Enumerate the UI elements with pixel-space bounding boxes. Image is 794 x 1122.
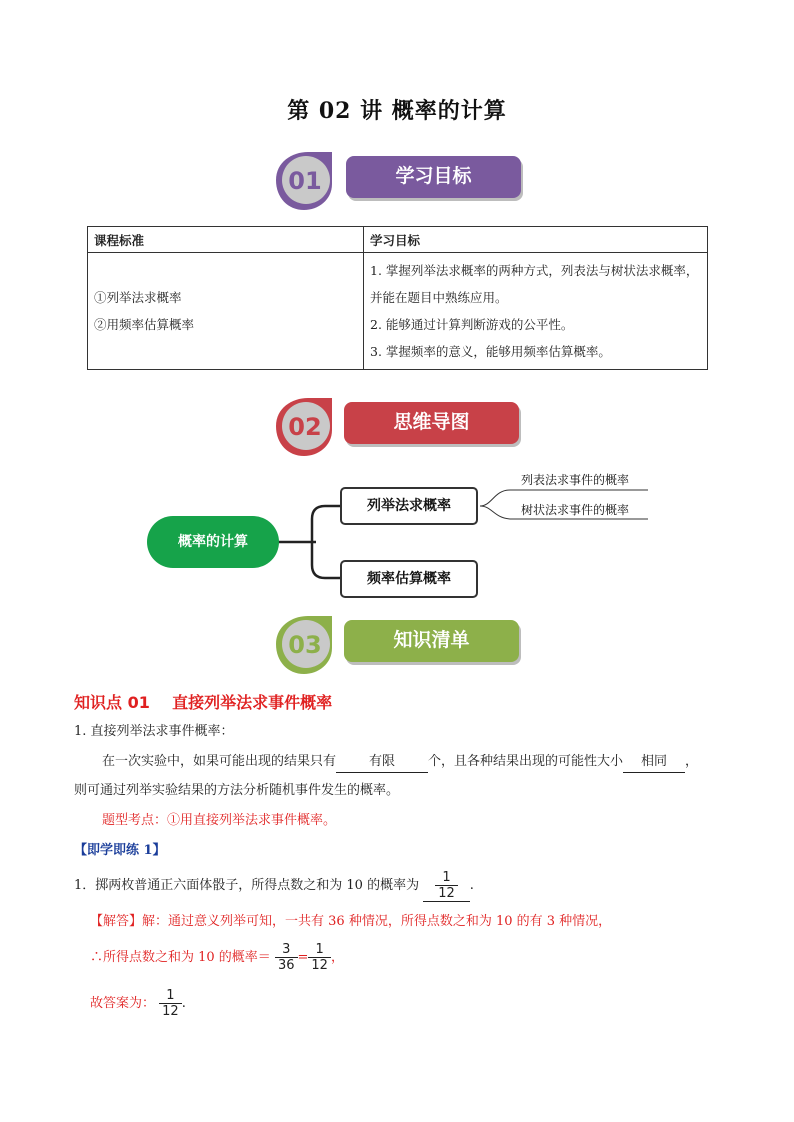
- knowledge-text: 个，且各种结果出现的可能性大小: [428, 754, 624, 769]
- fraction-denominator: 36: [277, 958, 295, 973]
- mindmap-leaf: 列表法求事件的概率: [521, 473, 630, 487]
- objective-item: 1. 掌握列举法求概率的两种方式，列表法与树状法求概率，并能在题目中熟练应用。: [370, 263, 699, 305]
- section-number: 02: [288, 413, 322, 441]
- table-header: 课程标准: [88, 227, 364, 253]
- final-answer-end: .: [181, 996, 186, 1011]
- practice-question: [74, 870, 474, 902]
- knowledge-text: ，: [685, 754, 699, 769]
- section-number: 01: [288, 167, 322, 195]
- page-title: 第 02 讲 概率的计算: [287, 98, 507, 124]
- table-header: 学习目标: [364, 227, 708, 253]
- section-label: 知识清单: [344, 620, 519, 662]
- solution-label: 【解答】: [90, 914, 143, 929]
- fraction-numerator: 1: [308, 942, 331, 958]
- mindmap-branch: 频率估算概率: [340, 560, 478, 598]
- fraction-numerator: 1: [159, 988, 182, 1004]
- solution-line: [90, 912, 611, 932]
- answer-blank: [423, 870, 470, 902]
- section-number-badge: [270, 614, 340, 676]
- fill-blank: 有限: [336, 752, 428, 773]
- section-number: 03: [288, 631, 322, 659]
- question-text: 1．掷两枚普通正六面体骰子，所得点数之和为 10 的概率为: [74, 878, 420, 893]
- standard-item: ②用频率估算概率: [94, 317, 195, 332]
- answer-fraction: [435, 870, 458, 901]
- fraction-denominator: 12: [162, 1004, 179, 1019]
- mindmap-leaf: 树状法求事件的概率: [521, 503, 630, 517]
- knowledge-paragraph: [102, 752, 742, 773]
- solution-fraction: [308, 942, 331, 973]
- knowledge-text: 在一次实验中，如果可能出现的结果只有: [102, 754, 337, 769]
- fraction-numerator: 3: [275, 942, 298, 958]
- final-answer-text: 故答案为：: [90, 996, 156, 1011]
- section-label: 学习目标: [346, 156, 521, 198]
- comma: ，: [330, 950, 344, 965]
- objective-item: 3. 掌握频率的意义，能够用频率估算概率。: [370, 344, 611, 359]
- solution-text: 解：通过意义列举可知，一共有 36 种情况，所得点数之和为 10 的有 3 种情况，: [142, 914, 612, 929]
- solution-fraction: [275, 942, 298, 973]
- final-answer-fraction: [159, 988, 182, 1019]
- mindmap-root: 概率的计算: [147, 516, 279, 568]
- fill-blank: 相同: [623, 752, 685, 773]
- therefore-line: [90, 942, 344, 973]
- fraction-denominator: 12: [438, 886, 455, 901]
- standard-item: ①列举法求概率: [94, 290, 182, 305]
- final-answer-line: [90, 988, 186, 1019]
- fraction-denominator: 12: [311, 958, 328, 973]
- knowledge-heading: 知识点 01 直接列举法求事件概率: [74, 693, 333, 712]
- knowledge-text: 则可通过列举实验结果的方法分析随机事件发生的概率。: [74, 783, 400, 798]
- section-label: 思维导图: [344, 402, 519, 444]
- fraction-numerator: 1: [435, 870, 458, 886]
- knowledge-item-title: 1. 直接列举法求事件概率：: [74, 724, 234, 739]
- mindmap-branch: 列举法求概率: [340, 487, 478, 525]
- practice-heading: 【即学即练 1】: [74, 843, 166, 858]
- question-end: .: [469, 878, 474, 893]
- question-type-note: 题型考点：①用直接列举法求事件概率。: [102, 813, 337, 828]
- therefore-text: ∴所得点数之和为 10 的概率＝: [90, 950, 271, 965]
- objective-item: 2. 能够通过计算判断游戏的公平性。: [370, 317, 574, 332]
- section-banner-03: [270, 614, 526, 674]
- equals-sign: =: [297, 950, 309, 965]
